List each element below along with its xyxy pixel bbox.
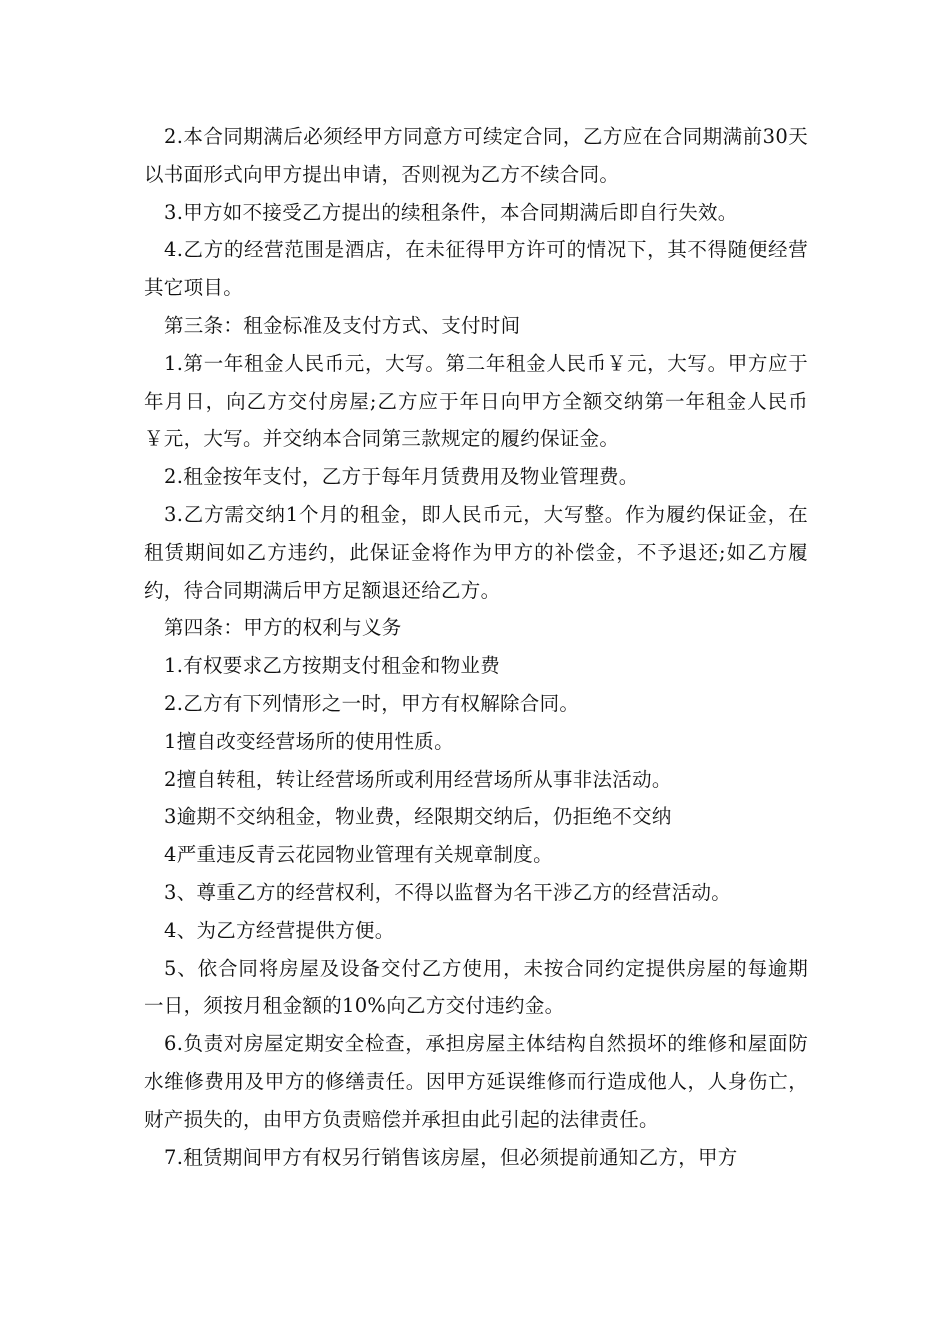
paragraph: 1.第一年租金人民币元，大写。第二年租金人民币￥元，大写。甲方应于年月日，向乙方交付房屋;乙方应于年日向甲方全额交纳第一年租金人民币￥元，大写。并交纳本合同第三款规定的履约保证金。 (144, 351, 808, 451)
list-item: 4严重违反青云花园物业管理有关规章制度。 (164, 843, 553, 867)
paragraph: 7.租赁期间甲方有权另行销售该房屋，但必须提前通知乙方，甲方 (164, 1145, 738, 1169)
paragraph: 6.负责对房屋定期安全检查，承担房屋主体结构自然损坏的维修和屋面防水维修费用及甲方的修缮责任。因甲方延误维修而行造成他人，人身伤亡，财产损失的，由甲方负责赔偿并承担由此引起的法律责任。 (144, 1032, 808, 1131)
paragraph: 2.乙方有下列情形之一时，甲方有权解除合同。 (164, 691, 580, 715)
paragraph: 3.乙方需交纳1个月的租金，即人民币元，大写整。作为履约保证金，在租赁期间如乙方违约，此保证金将作为甲方的补偿金，不予退还;如乙方履约，待合同期满后甲方足额退还给乙方。 (144, 502, 808, 602)
paragraph: 4.乙方的经营范围是酒店，在未征得甲方许可的情况下，其不得随便经营其它项目。 (144, 238, 808, 300)
paragraph: 3、尊重乙方的经营权利，不得以监督为名干涉乙方的经营活动。 (164, 880, 732, 904)
list-item: 1擅自改变经营场所的使用性质。 (164, 729, 454, 753)
paragraph: 3.甲方如不接受乙方提出的续租条件，本合同期满后即自行失效。 (164, 200, 738, 224)
paragraph: 2.租金按年支付，乙方于每年月赁费用及物业管理费。 (164, 465, 639, 489)
document-body (144, 118, 808, 1176)
list-item: 2擅自转租，转让经营场所或利用经营场所从事非法活动。 (164, 767, 672, 791)
paragraph: 2.本合同期满后必须经甲方同意方可续定合同，乙方应在合同期满前30天以书面形式向甲方提出申请，否则视为乙方不续合同。 (144, 125, 808, 186)
paragraph: 1.有权要求乙方按期支付租金和物业费 (164, 654, 501, 678)
list-item: 3逾期不交纳租金，物业费，经限期交纳后，仍拒绝不交纳 (164, 805, 672, 829)
section-heading: 第三条：租金标准及支付方式、支付时间 (164, 313, 521, 337)
paragraph: 5、依合同将房屋及设备交付乙方使用，未按合同约定提供房屋的每逾期一日，须按月租金额的10%向乙方交付违约金。 (144, 956, 808, 1018)
paragraph: 4、为乙方经营提供方便。 (164, 918, 395, 942)
section-heading: 第四条：甲方的权利与义务 (164, 616, 402, 640)
